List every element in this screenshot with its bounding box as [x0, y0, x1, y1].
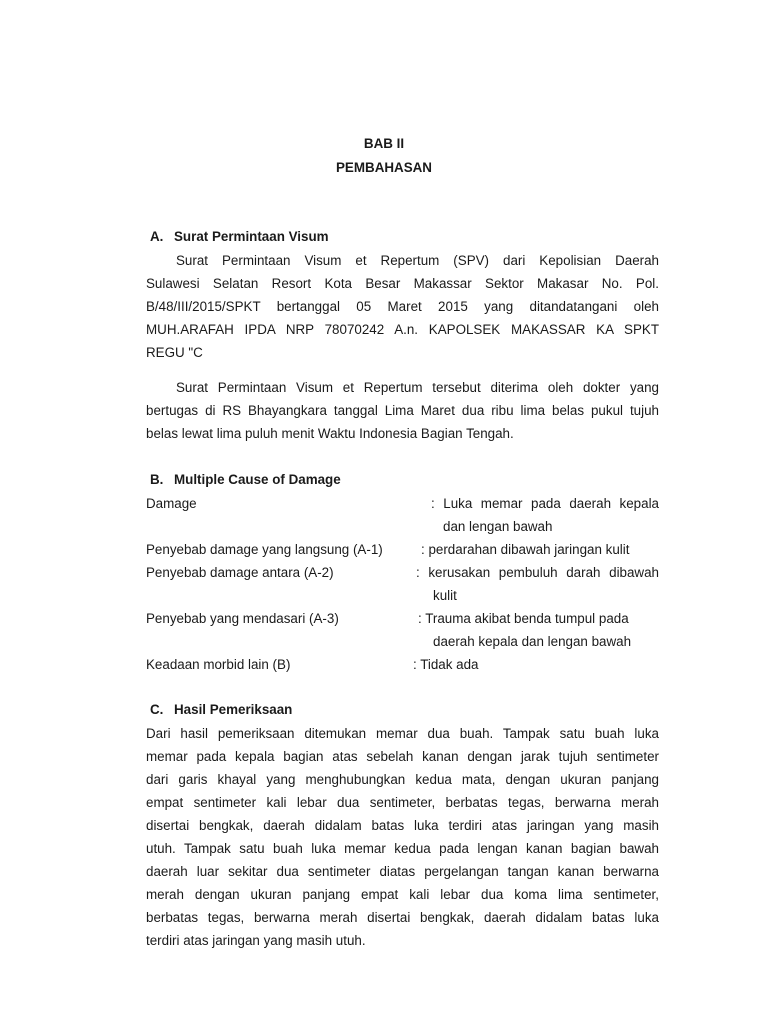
cause-value-continued: dan lengan bawah: [443, 519, 553, 534]
paragraph-line: dari garis khayal yang menghubungkan kedua mata, dengan ukuran panjang: [146, 772, 659, 787]
paragraph-line: merah dengan ukuran panjang empat kali lebar dua koma lima sentimeter,: [146, 887, 659, 902]
paragraph-line: daerah luar sekitar dua sentimeter diatas pergelangan tangan kanan berwarna: [146, 864, 659, 879]
cause-value: : Tidak ada: [413, 657, 479, 672]
section-a-heading: [150, 226, 329, 248]
section-a-paragraph-1: [146, 249, 659, 364]
cause-label: Penyebab yang mendasari (A-3): [146, 611, 339, 626]
section-c-paragraph: [146, 722, 659, 952]
chapter-subtitle: PEMBAHASAN: [336, 160, 432, 175]
paragraph-line: belas lewat lima puluh menit Waktu Indonesia Bagian Tengah.: [146, 426, 514, 441]
cause-value-continued: daerah kepala dan lengan bawah: [433, 634, 632, 649]
section-c-letter: C.: [150, 702, 164, 717]
paragraph-line: Sulawesi Selatan Resort Kota Besar Makassar Sektor Makasar No. Pol.: [146, 276, 659, 291]
paragraph-line: memar pada kepala bagian atas sebelah kanan dengan jarak tujuh sentimeter: [146, 749, 659, 764]
paragraph-line: berbatas tegas, berwarna merah disertai bengkak, daerah didalam batas luka: [146, 910, 659, 925]
paragraph-line: empat sentimeter kali lebar dua sentimeter, berbatas tegas, berwarna merah: [146, 795, 659, 810]
paragraph-line: MUH.ARAFAH IPDA NRP 78070242 A.n. KAPOLSEK MAKASSAR KA SPKT: [146, 322, 659, 337]
cause-value: : Trauma akibat benda tumpul pada: [418, 611, 629, 626]
section-b-heading: [150, 469, 341, 491]
paragraph-line: REGU "C: [146, 345, 203, 360]
chapter-title: BAB II: [363, 136, 405, 151]
cause-label: Damage: [146, 496, 197, 511]
cause-label: Keadaan morbid lain (B): [146, 657, 291, 672]
cause-value: : perdarahan dibawah jaringan kulit: [421, 542, 630, 557]
cause-value: : Luka memar pada daerah kepala: [431, 496, 659, 511]
section-b-title: Multiple Cause of Damage: [174, 472, 341, 487]
section-a-letter: A.: [150, 229, 164, 244]
paragraph-line: utuh. Tampak satu buah luka memar kedua pada lengan kanan bagian bawah: [146, 841, 659, 856]
section-a-paragraph-2: [146, 376, 659, 445]
cause-value: : kerusakan pembuluh darah dibawah: [416, 565, 659, 580]
section-b-letter: B.: [150, 472, 164, 487]
paragraph-line: terdiri atas jaringan yang masih utuh.: [146, 933, 366, 948]
paragraph-line: B/48/III/2015/SPKT bertanggal 05 Maret 2015 yang ditandatangani oleh: [146, 299, 659, 314]
paragraph-line: Dari hasil pemeriksaan ditemukan memar dua buah. Tampak satu buah luka: [146, 726, 659, 741]
cause-label: Penyebab damage yang langsung (A-1): [146, 542, 383, 557]
section-a-title: Surat Permintaan Visum: [174, 229, 329, 244]
section-c-title: Hasil Pemeriksaan: [174, 702, 293, 717]
paragraph-line: bertugas di RS Bhayangkara tanggal Lima Maret dua ribu lima belas pukul tujuh: [146, 403, 659, 418]
paragraph-line: disertai bengkak, daerah didalam batas luka terdiri atas jaringan yang masih: [146, 818, 659, 833]
section-c-heading: [150, 699, 292, 721]
cause-value-continued: kulit: [433, 588, 457, 603]
cause-label: Penyebab damage antara (A-2): [146, 565, 334, 580]
paragraph-line: Surat Permintaan Visum et Repertum tersebut diterima oleh dokter yang: [176, 380, 659, 395]
paragraph-line: Surat Permintaan Visum et Repertum (SPV) dari Kepolisian Daerah: [176, 253, 659, 268]
